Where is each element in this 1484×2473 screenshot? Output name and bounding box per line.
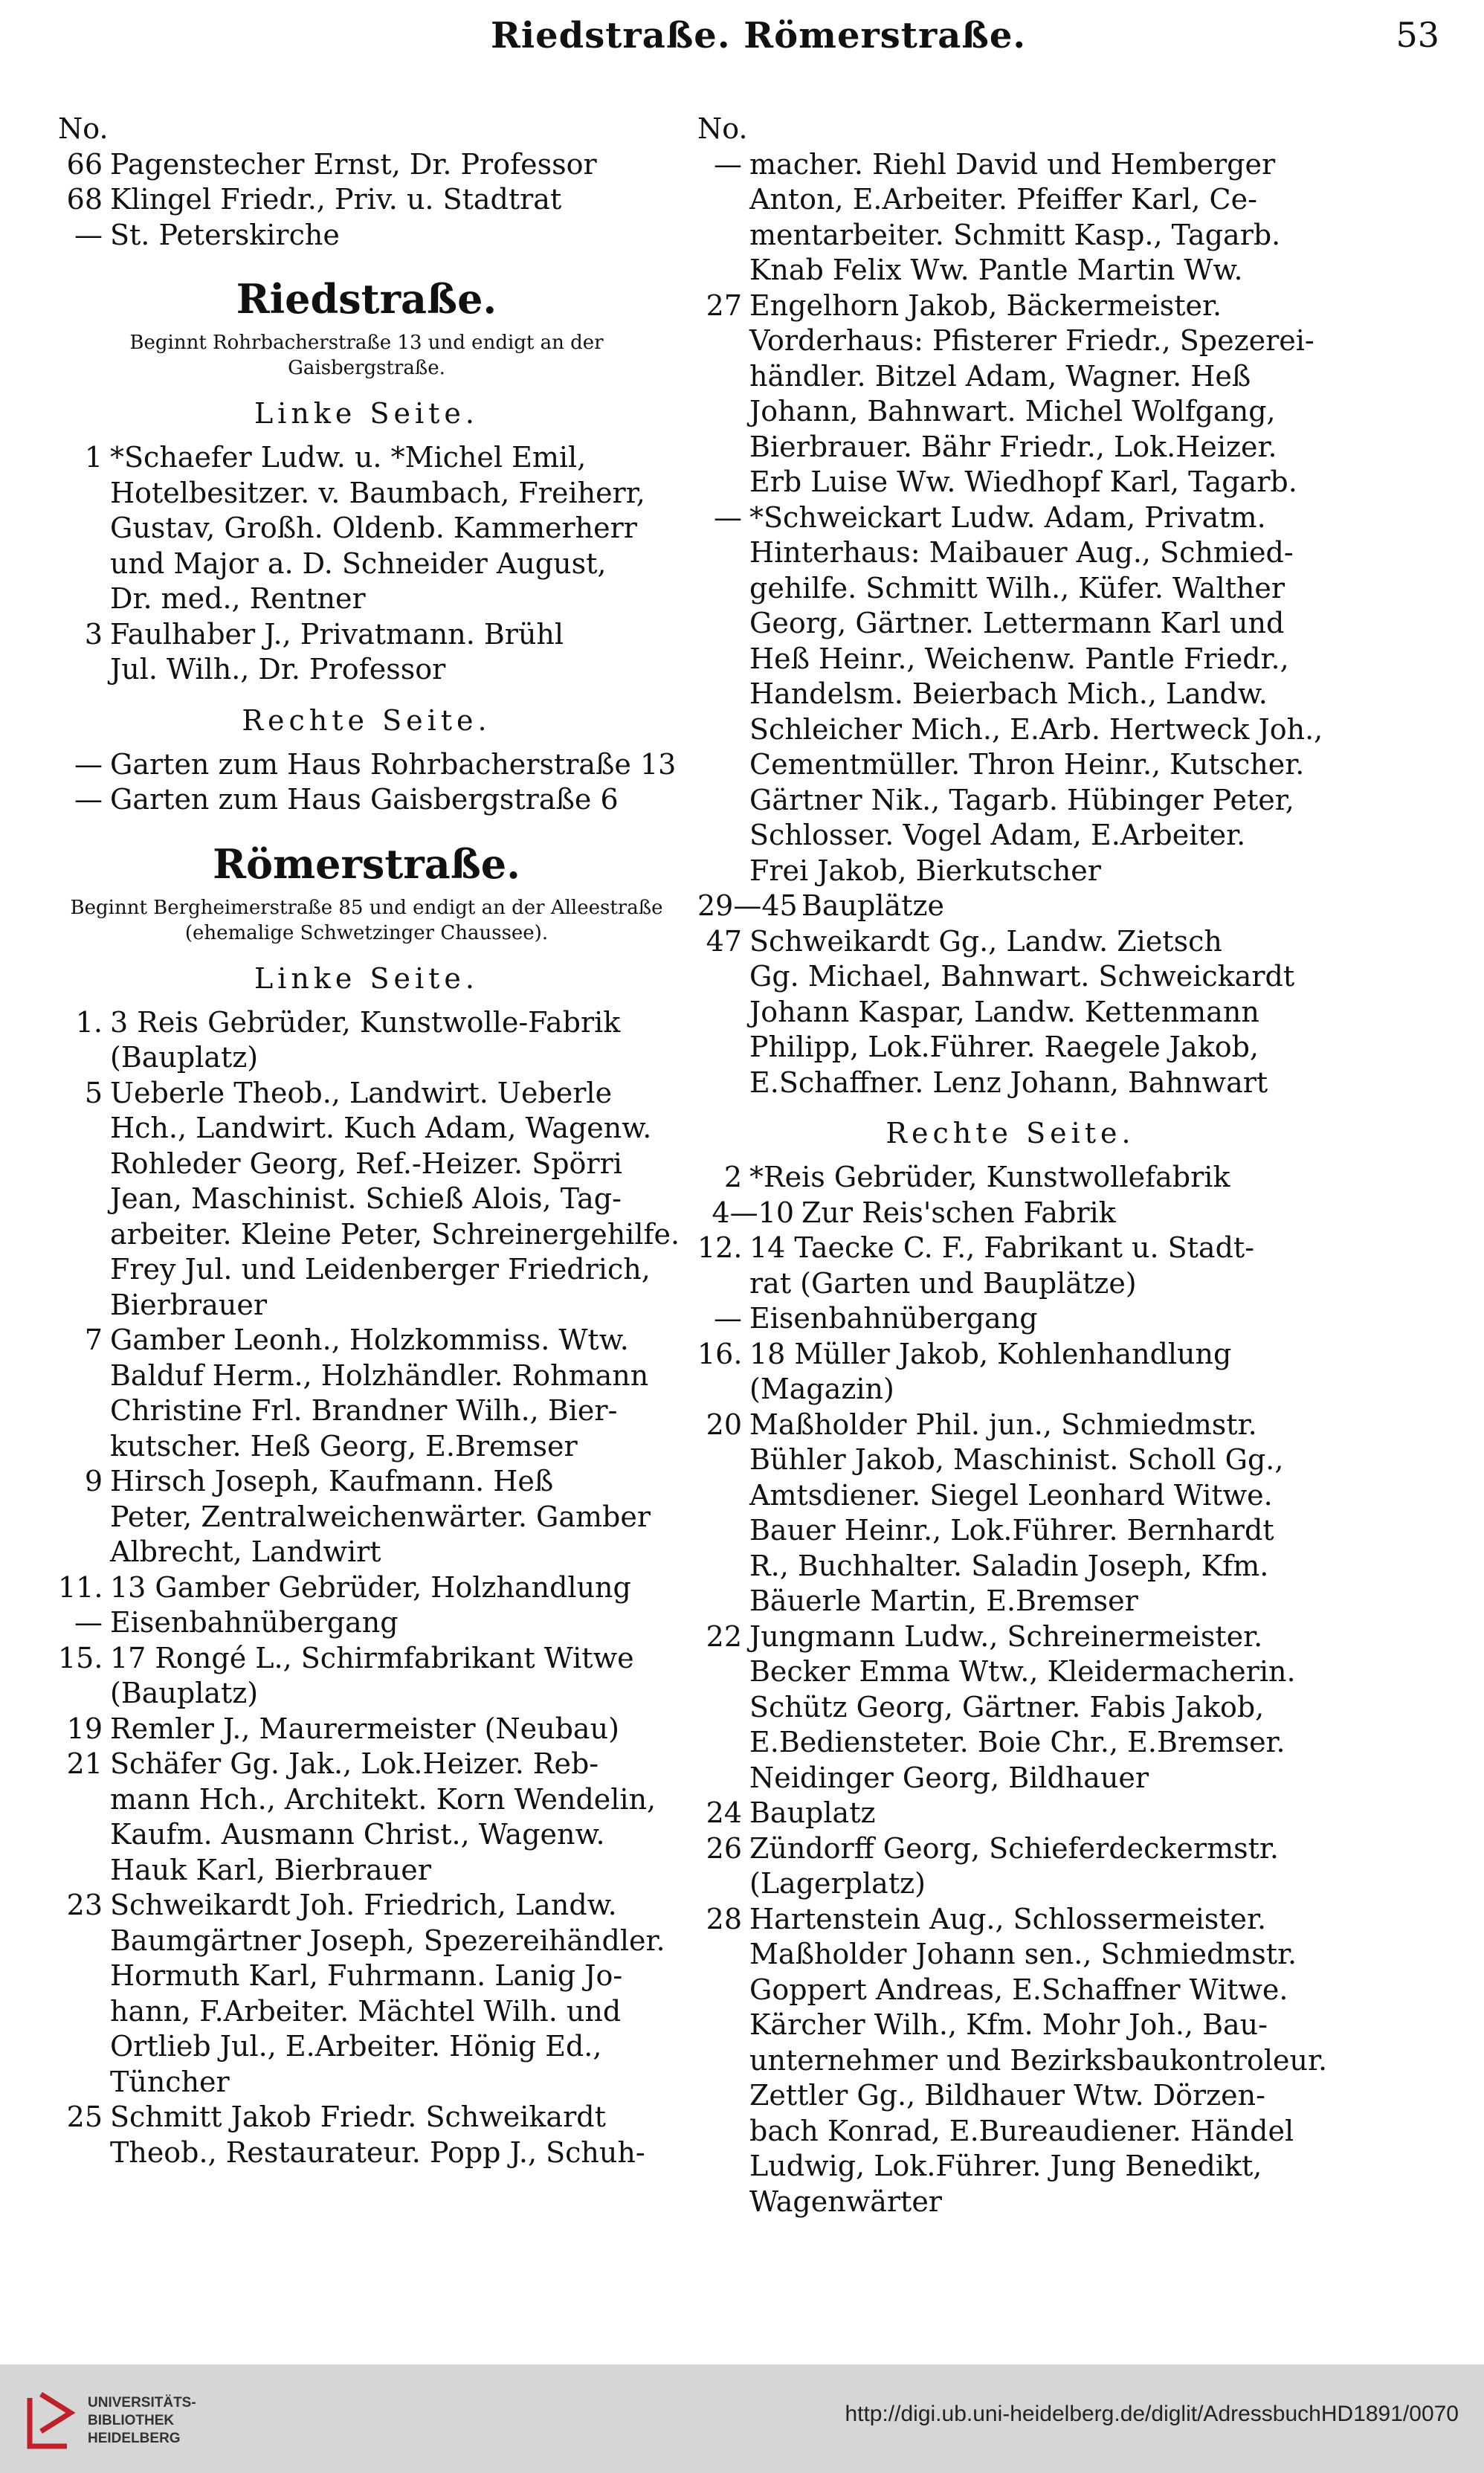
entry-text: 17 Rongé L., Schirmfabrikant Witwe bbox=[110, 1641, 634, 1674]
address-entry bbox=[58, 2100, 675, 2135]
address-entry bbox=[58, 782, 675, 818]
house-number: 2 bbox=[723, 1161, 742, 1193]
address-entry bbox=[697, 1196, 1323, 1231]
entry-continuation: (Bauplatz) bbox=[110, 1677, 259, 1709]
entry-continuation: Hch., Landwirt. Kuch Adam, Wagenw. bbox=[110, 1112, 652, 1144]
house-number: — bbox=[74, 1606, 103, 1639]
house-number: — bbox=[74, 218, 103, 251]
entry-continuation: Knab Felix Ww. Pantle Martin Ww. bbox=[749, 254, 1243, 286]
entry-continuation: Goppert Andreas, E.Schaffner Witwe. bbox=[749, 1973, 1288, 2006]
entry-text: Eisenbahnübergang bbox=[110, 1606, 399, 1639]
entry-continuation: Ludwig, Lok.Führer. Jung Benedikt, bbox=[749, 2150, 1262, 2182]
entry-text: Schäfer Gg. Jak., Lok.Heizer. Reb- bbox=[110, 1747, 599, 1780]
entry-continuation: Ortlieb Jul., E.Arbeiter. Hönig Ed., bbox=[110, 2030, 602, 2063]
street-heading: Riedstraße. bbox=[236, 275, 497, 323]
entry-text: Maßholder Phil. jun., Schmiedmstr. bbox=[749, 1408, 1257, 1441]
entry-continuation: Schleicher Mich., E.Arb. Hertweck Joh., bbox=[749, 712, 1323, 746]
library-name bbox=[88, 2394, 196, 2448]
entry-continuation: Erb Luise Ww. Wiedhopf Karl, Tagarb. bbox=[749, 465, 1297, 498]
house-number: 25 bbox=[66, 2100, 103, 2133]
entry-continuation: Kaufm. Ausmann Christ., Wagenw. bbox=[110, 1818, 605, 1851]
footer-bar bbox=[0, 2364, 1484, 2473]
entry-continuation: Schlosser. Vogel Adam, E.Arbeiter. bbox=[749, 819, 1246, 851]
entry-continuation: und Major a. D. Schneider August, bbox=[110, 546, 607, 580]
house-number: 66 bbox=[66, 147, 103, 181]
entry-text: Zur Reis'schen Fabrik bbox=[801, 1196, 1116, 1229]
entry-continuation: (Bauplatz) bbox=[110, 1041, 259, 1074]
entry-continuation: Hotelbesitzer. v. Baumbach, Freiherr, bbox=[110, 476, 645, 509]
entry-continuation: Philipp, Lok.Führer. Raegele Jakob, bbox=[749, 1031, 1259, 1063]
house-number: 28 bbox=[706, 1902, 742, 1935]
entry-text: Klingel Friedr., Priv. u. Stadtrat bbox=[110, 183, 562, 216]
entry-text: *Schaefer Ludw. u. *Michel Emil, bbox=[110, 441, 587, 474]
entry-text: Hartenstein Aug., Schlossermeister. bbox=[749, 1902, 1267, 1935]
entry-text: *Reis Gebrüder, Kunstwollefabrik bbox=[749, 1161, 1230, 1193]
library-name-line: UNIVERSITÄTS- bbox=[88, 2395, 196, 2411]
address-entry bbox=[697, 1231, 1323, 1266]
entry-text: Schmitt Jakob Friedr. Schweikardt bbox=[110, 2100, 606, 2133]
side-heading: Linke Seite. bbox=[254, 397, 479, 430]
entry-text: Remler J., Maurermeister (Neubau) bbox=[110, 1712, 619, 1745]
page-number: 53 bbox=[1396, 15, 1439, 55]
entry-text: Gamber Leonh., Holzkommiss. Wtw. bbox=[110, 1323, 629, 1356]
address-entry bbox=[697, 1337, 1323, 1373]
entry-text: 14 Taecke C. F., Fabrikant u. Stadt- bbox=[749, 1231, 1255, 1264]
entry-continuation: arbeiter. Kleine Peter, Schreinergehilfe. bbox=[110, 1217, 680, 1251]
house-number: — bbox=[714, 500, 742, 534]
left-column bbox=[58, 112, 680, 2170]
street-description: Beginnt Bergheimerstraße 85 und endigt an der Alleestraße (ehemalige Schwetzinger Chaussee). bbox=[70, 896, 663, 944]
running-title: Riedstraße. Römerstraße. bbox=[491, 15, 1027, 57]
entry-continuation: Bäuerle Martin, E.Bremser bbox=[749, 1584, 1138, 1617]
address-entry bbox=[58, 1747, 675, 1782]
address-entry bbox=[58, 617, 675, 653]
entry-continuation: R., Buchhalter. Saladin Joseph, Kfm. bbox=[749, 1549, 1269, 1582]
entry-text: 18 Müller Jakob, Kohlenhandlung bbox=[749, 1337, 1232, 1370]
address-entry bbox=[58, 147, 675, 183]
entry-continuation: E.Bediensteter. Boie Chr., E.Bremser. bbox=[749, 1726, 1285, 1758]
entry-continuation: (Magazin) bbox=[749, 1373, 894, 1405]
entry-continuation: Kärcher Wilh., Kfm. Mohr Joh., Bau- bbox=[749, 2008, 1268, 2041]
address-entry bbox=[697, 1301, 1323, 1337]
entry-continuation: E.Schaffner. Lenz Johann, Bahnwart bbox=[749, 1065, 1268, 1099]
entry-text: 3 Reis Gebrüder, Kunstwolle-Fabrik bbox=[110, 1005, 621, 1039]
address-entry bbox=[58, 1605, 675, 1641]
entry-continuation: (Lagerplatz) bbox=[749, 1867, 926, 1900]
entry-continuation: Becker Emma Wtw., Kleidermacherin. bbox=[749, 1655, 1296, 1688]
entry-continuation: Peter, Zentralweichenwärter. Gamber bbox=[110, 1500, 651, 1533]
entry-continuation: Schütz Georg, Gärtner. Fabis Jakob, bbox=[749, 1690, 1265, 1724]
address-entry bbox=[58, 1323, 675, 1358]
house-number: 3 bbox=[84, 617, 103, 651]
address-entry bbox=[58, 1464, 675, 1500]
house-number: 1. bbox=[75, 1005, 103, 1039]
entry-continuation: Georg, Gärtner. Lettermann Karl und bbox=[749, 607, 1285, 639]
house-number: — bbox=[714, 1302, 742, 1335]
house-number: 47 bbox=[706, 924, 742, 958]
entry-continuation: händler. Bitzel Adam, Wagner. Heß bbox=[749, 359, 1251, 393]
address-entry bbox=[58, 1712, 675, 1747]
house-number: — bbox=[74, 747, 103, 781]
house-number: 4—10 bbox=[712, 1196, 794, 1229]
entry-continuation: Bühler Jakob, Maschinist. Scholl Gg., bbox=[749, 1443, 1284, 1476]
address-entry bbox=[58, 1641, 675, 1677]
column-label: No. bbox=[697, 112, 748, 145]
house-number: 15. bbox=[58, 1641, 103, 1674]
address-entry bbox=[697, 924, 1323, 960]
house-number: 7 bbox=[84, 1323, 103, 1356]
entry-continuation: Johann Kaspar, Landw. Kettenmann bbox=[749, 995, 1259, 1028]
address-entry bbox=[58, 440, 675, 476]
entry-continuation: gehilfe. Schmitt Wilh., Küfer. Walther bbox=[749, 571, 1285, 604]
entry-continuation: Neidinger Georg, Bildhauer bbox=[749, 1761, 1149, 1794]
address-entry bbox=[697, 288, 1323, 324]
house-number: 11. bbox=[58, 1570, 103, 1604]
house-number: 16. bbox=[697, 1337, 743, 1370]
entry-continuation: Hinterhaus: Maibauer Aug., Schmied- bbox=[749, 536, 1294, 569]
entry-continuation: Wagenwärter bbox=[749, 2185, 942, 2218]
entry-text: Garten zum Haus Rohrbacherstraße 13 bbox=[110, 747, 677, 781]
entry-continuation: Hauk Karl, Bierbrauer bbox=[110, 1853, 431, 1886]
entry-text: Hirsch Joseph, Kaufmann. Heß bbox=[110, 1465, 554, 1497]
house-number: 20 bbox=[706, 1408, 742, 1441]
entry-continuation: Bauer Heinr., Lok.Führer. Bernhardt bbox=[749, 1514, 1274, 1547]
entry-continuation: kutscher. Heß Georg, E.Bremser bbox=[110, 1429, 578, 1463]
entry-continuation: hann, F.Arbeiter. Mächtel Wilh. und bbox=[110, 1994, 622, 2028]
entry-text: Eisenbahnübergang bbox=[749, 1302, 1038, 1335]
entry-continuation: Jul. Wilh., Dr. Professor bbox=[110, 653, 446, 686]
house-number: 27 bbox=[706, 288, 742, 322]
address-entry bbox=[697, 889, 1323, 924]
address-entry bbox=[58, 1888, 675, 1924]
entry-continuation: Gg. Michael, Bahnwart. Schweickardt bbox=[749, 960, 1295, 993]
house-number: 26 bbox=[706, 1831, 742, 1865]
entry-text: *Schweickart Ludw. Adam, Privatm. bbox=[749, 500, 1266, 534]
entry-continuation: Frey Jul. und Leidenberger Friedrich, bbox=[110, 1253, 651, 1286]
entry-continuation: Cementmüller. Thron Heinr., Kutscher. bbox=[749, 748, 1305, 781]
entry-text: Ueberle Theob., Landwirt. Ueberle bbox=[110, 1076, 613, 1109]
house-number: 68 bbox=[66, 183, 103, 216]
house-number: 1 bbox=[84, 441, 103, 474]
address-entry bbox=[697, 1831, 1323, 1867]
address-entry bbox=[58, 747, 675, 783]
address-entry bbox=[58, 182, 675, 218]
address-entry bbox=[58, 218, 675, 254]
source-url[interactable]: http://digi.ub.uni-heidelberg.de/diglit/AdressbuchHD1891/0070 bbox=[845, 2402, 1459, 2426]
entry-continuation: Zettler Gg., Bildhauer Wtw. Dörzen- bbox=[749, 2079, 1265, 2112]
entry-continuation: Frei Jakob, Bierkutscher bbox=[749, 854, 1101, 887]
address-entry bbox=[697, 1796, 1323, 1831]
entry-continuation: unternehmer und Bezirksbaukontroleur. bbox=[749, 2043, 1328, 2077]
house-number: 5 bbox=[84, 1076, 103, 1109]
address-entry bbox=[697, 1902, 1323, 1938]
entry-text: Jungmann Ludw., Schreinermeister. bbox=[749, 1619, 1263, 1653]
entry-continuation: Baumgärtner Joseph, Spezereihändler. bbox=[110, 1924, 665, 1957]
house-number: 22 bbox=[706, 1619, 742, 1653]
entry-text: Faulhaber J., Privatmann. Brühl bbox=[110, 617, 564, 651]
entry-continuation: Jean, Maschinist. Schieß Alois, Tag- bbox=[110, 1182, 622, 1215]
address-entry bbox=[697, 1408, 1323, 1443]
house-number: 29—45 bbox=[697, 889, 798, 922]
column-label: No. bbox=[58, 112, 109, 145]
address-entry bbox=[697, 147, 1323, 183]
house-number: 9 bbox=[84, 1465, 103, 1497]
entry-continuation: Maßholder Johann sen., Schmiedmstr. bbox=[749, 1938, 1297, 1970]
entry-text: Schweikardt Joh. Friedrich, Landw. bbox=[110, 1889, 617, 1921]
entry-continuation: Theob., Restaurateur. Popp J., Schuh- bbox=[110, 2135, 645, 2169]
address-entry bbox=[697, 500, 1323, 536]
entry-continuation: Anton, E.Arbeiter. Pfeiffer Karl, Ce- bbox=[749, 183, 1257, 216]
entry-continuation: Heß Heinr., Weichenw. Pantle Friedr., bbox=[749, 642, 1289, 675]
entry-text: Bauplatz bbox=[749, 1796, 876, 1829]
address-entry bbox=[697, 1160, 1323, 1196]
entry-continuation: Tüncher bbox=[110, 2065, 230, 2098]
side-heading: Linke Seite. bbox=[254, 961, 479, 995]
entry-continuation: Gustav, Großh. Oldenb. Kammerherr bbox=[110, 512, 637, 544]
address-entry bbox=[58, 1005, 675, 1041]
address-entry bbox=[58, 1076, 675, 1112]
right-column bbox=[697, 112, 1328, 2219]
entry-text: Bauplätze bbox=[801, 889, 944, 922]
side-heading: Rechte Seite. bbox=[885, 1117, 1135, 1150]
entry-continuation: Bierbrauer. Bähr Friedr., Lok.Heizer. bbox=[749, 430, 1277, 463]
entry-continuation: mentarbeiter. Schmitt Kasp., Tagarb. bbox=[749, 218, 1281, 251]
street-description: Beginnt Rohrbacherstraße 13 und endigt an der Gaisbergstraße. bbox=[129, 332, 604, 379]
entry-continuation: Albrecht, Landwirt bbox=[110, 1535, 381, 1568]
entry-continuation: Hormuth Karl, Fuhrmann. Lanig Jo- bbox=[110, 1959, 623, 1992]
entry-continuation: Vorderhaus: Pfisterer Friedr., Spezerei- bbox=[749, 324, 1314, 357]
entry-continuation: Bierbrauer bbox=[110, 1288, 268, 1321]
entry-continuation: Gärtner Nik., Tagarb. Hübinger Peter, bbox=[749, 783, 1294, 816]
street-heading: Römerstraße. bbox=[213, 839, 520, 888]
entry-text: Engelhorn Jakob, Bäckermeister. bbox=[749, 288, 1222, 322]
library-name-line: HEIDELBERG bbox=[88, 2431, 181, 2446]
address-entry bbox=[697, 1619, 1323, 1655]
entry-continuation: Amtsdiener. Siegel Leonhard Witwe. bbox=[749, 1478, 1273, 1512]
address-entry bbox=[58, 1570, 675, 1606]
house-number: 19 bbox=[66, 1712, 103, 1745]
entry-text: 13 Gamber Gebrüder, Holzhandlung bbox=[110, 1570, 631, 1604]
entry-continuation: Dr. med., Rentner bbox=[110, 582, 366, 615]
entry-continuation: rat (Garten und Bauplätze) bbox=[749, 1266, 1137, 1300]
entry-continuation: mann Hch., Architekt. Korn Wendelin, bbox=[110, 1782, 656, 1816]
house-number: 24 bbox=[706, 1796, 742, 1829]
entry-continuation: bach Konrad, E.Bureaudiener. Händel bbox=[749, 2114, 1294, 2147]
page-header bbox=[0, 15, 1484, 74]
entry-continuation: Christine Frl. Brandner Wilh., Bier- bbox=[110, 1394, 618, 1427]
library-name-line: BIBLIOTHEK bbox=[88, 2413, 175, 2428]
entry-text: St. Peterskirche bbox=[110, 218, 340, 251]
house-number: 23 bbox=[66, 1889, 103, 1921]
side-heading: Rechte Seite. bbox=[242, 703, 491, 737]
entry-continuation: Handelsm. Beierbach Mich., Landw. bbox=[749, 677, 1268, 710]
house-number: — bbox=[74, 783, 103, 816]
entry-text: Pagenstecher Ernst, Dr. Professor bbox=[110, 147, 597, 181]
house-number: 21 bbox=[66, 1747, 103, 1780]
entry-continuation: Rohleder Georg, Ref.-Heizer. Spörri bbox=[110, 1147, 622, 1180]
entry-continuation: Balduf Herm., Holzhändler. Rohmann bbox=[110, 1358, 649, 1392]
entry-text: Zündorff Georg, Schieferdeckermstr. bbox=[749, 1831, 1279, 1865]
house-number: — bbox=[714, 147, 742, 181]
library-logo-icon bbox=[15, 2387, 82, 2454]
entry-continuation: Johann, Bahnwart. Michel Wolfgang, bbox=[749, 395, 1276, 428]
entry-text: macher. Riehl David und Hemberger bbox=[749, 147, 1276, 181]
entry-text: Schweikardt Gg., Landw. Zietsch bbox=[749, 924, 1222, 958]
entry-text: Garten zum Haus Gaisbergstraße 6 bbox=[110, 783, 619, 816]
house-number: 12. bbox=[697, 1231, 743, 1264]
